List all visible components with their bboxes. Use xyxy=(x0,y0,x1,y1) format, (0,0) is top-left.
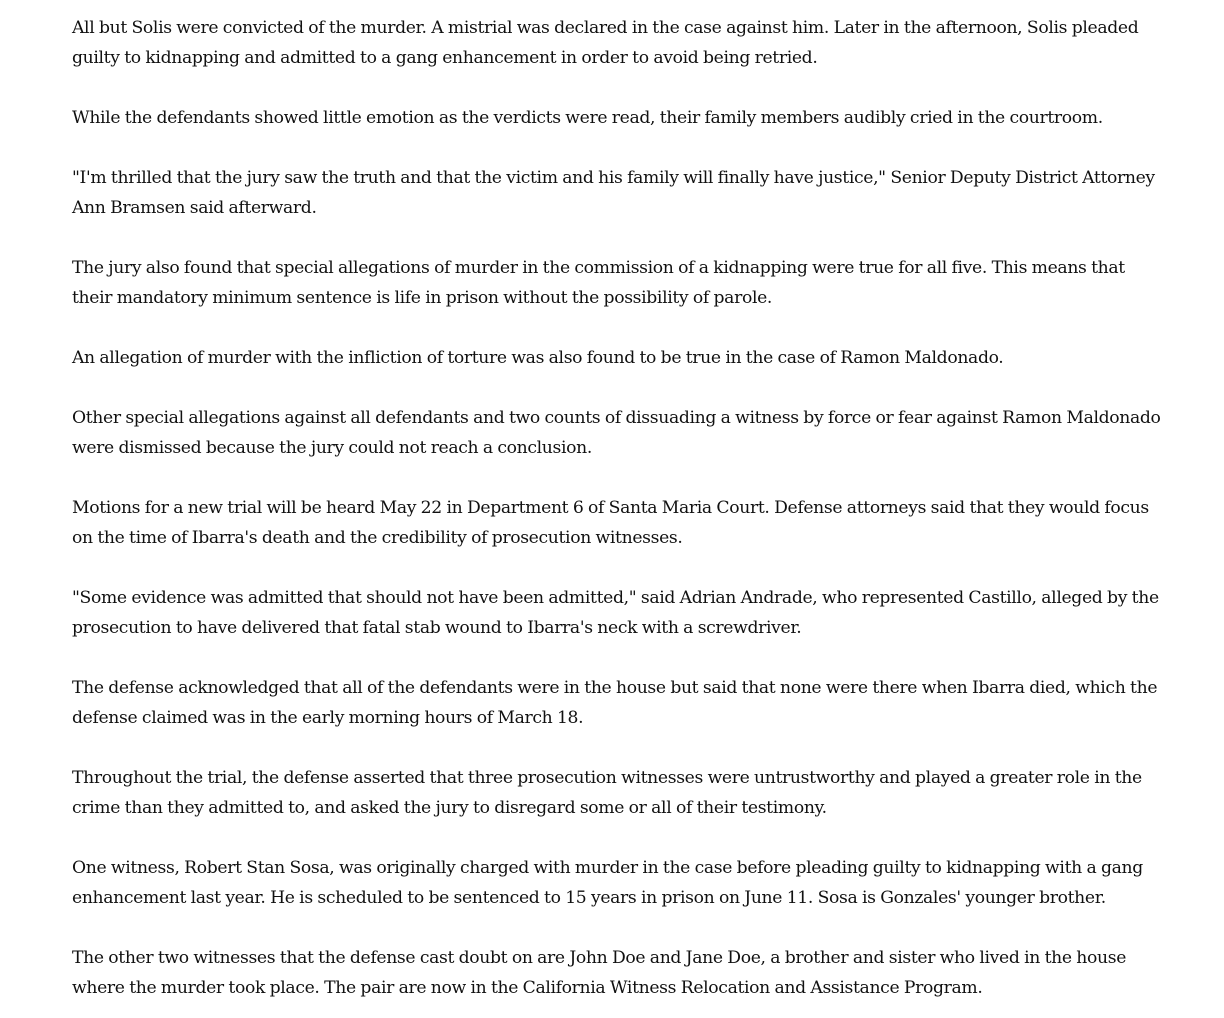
paragraph-dismissed-allegations: Other special allegations against all defendants and two counts of dissuading a witness by force or fear against Ramon Maldonado were dismissed because the jury could not reach a conclusion. xyxy=(72,408,1161,458)
paragraph-torture-allegation: An allegation of murder with the infliction of torture was also found to be true in the case of Ramon Maldonado. xyxy=(72,348,1004,368)
paragraph-witness-sosa: One witness, Robert Stan Sosa, was originally charged with murder in the case before pleading guilty to kidnapping with a gang enhancement last year. He is scheduled to be sentenced to 15 years in prison on June 11. Sosa is Gonzales' younger brother. xyxy=(72,858,1143,908)
paragraph-defense-quote: "Some evidence was admitted that should not have been admitted," said Adrian Andrade, who represented Castillo, alleged by the prosecution to have delivered that fatal stab wound to Ibarra's neck with a screwdriver. xyxy=(72,588,1159,638)
paragraph-prosecutor-quote: "I'm thrilled that the jury saw the truth and that the victim and his family will finally have justice," Senior Deputy District Attorney Ann Bramsen said afterward. xyxy=(72,168,1155,218)
paragraph-special-allegations: The jury also found that special allegations of murder in the commission of a kidnapping were true for all five. This means that their mandatory minimum sentence is life in prison without the possibility of parole. xyxy=(72,258,1125,308)
article-body xyxy=(72,13,1162,1003)
paragraph-time-of-death: The defense acknowledged that all of the defendants were in the house but said that none were there when Ibarra died, which the defense claimed was in the early morning hours of March 18. xyxy=(72,678,1158,728)
paragraph-witness-credibility: Throughout the trial, the defense asserted that three prosecution witnesses were untrustworthy and played a greater role in the crime than they admitted to, and asked the jury to disregard some or all of their testimony. xyxy=(72,768,1142,818)
paragraph-verdict: All but Solis were convicted of the murder. A mistrial was declared in the case against him. Later in the afternoon, Solis pleaded guilty to kidnapping and admitted to a gang enhancement in order to avoid being retried. xyxy=(72,18,1139,68)
paragraph-new-trial-motions: Motions for a new trial will be heard May 22 in Department 6 of Santa Maria Court. Defense attorneys said that they would focus on the time of Ibarra's death and the credibility of prosecution witnesses. xyxy=(72,498,1149,548)
paragraph-doe-witnesses: The other two witnesses that the defense cast doubt on are John Doe and Jane Doe, a brother and sister who lived in the house where the murder took place. The pair are now in the California Witness Relocation and Assistance Program. xyxy=(72,948,1127,998)
paragraph-family-reaction: While the defendants showed little emotion as the verdicts were read, their family members audibly cried in the courtroom. xyxy=(72,108,1103,128)
